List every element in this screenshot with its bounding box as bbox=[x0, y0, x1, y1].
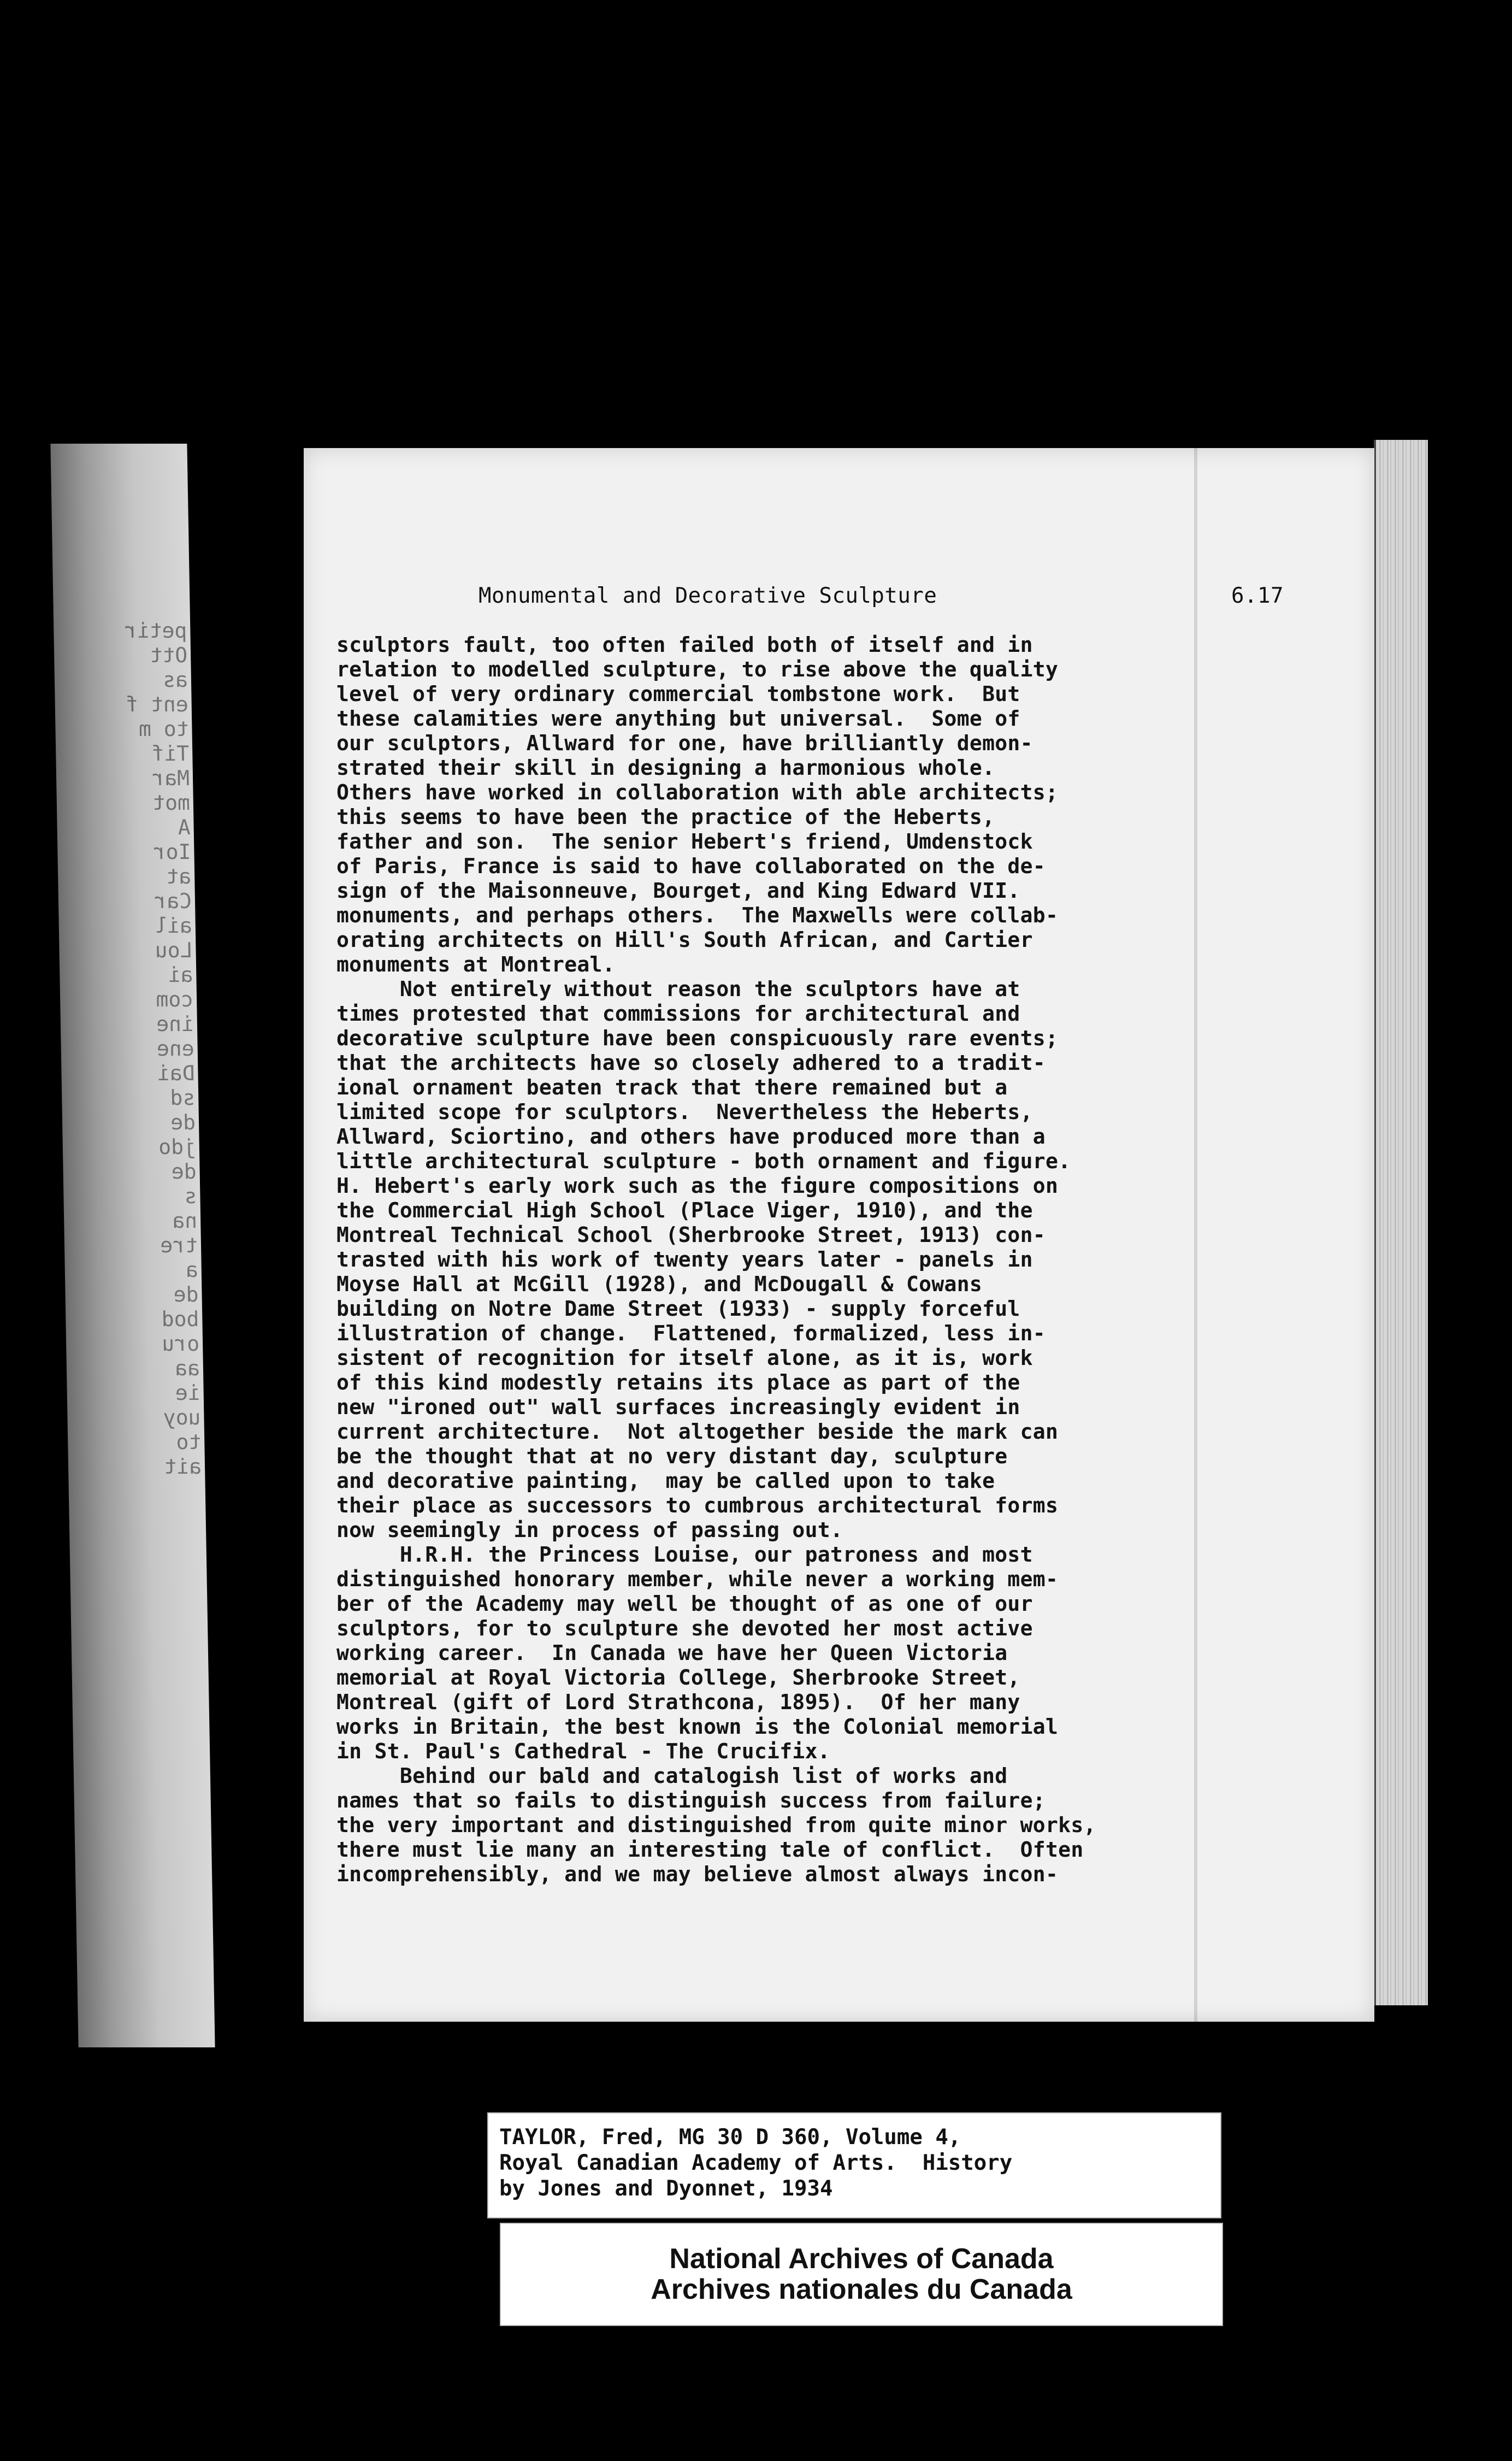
left-page-fragment: uoy bbox=[163, 1405, 201, 1429]
left-page-fragment: com bbox=[156, 987, 194, 1011]
text-line: sculptors fault, too often failed both of itself and in bbox=[336, 633, 1033, 657]
text-line: decorative sculpture have been conspicuously rare events; bbox=[336, 1026, 1059, 1050]
left-page-fragment: petir bbox=[124, 619, 187, 643]
text-line: sign of the Maisonneuve, Bourget, and King Edward VII. bbox=[336, 879, 1020, 903]
text-line: little architectural sculpture - both ornament and figure. bbox=[336, 1149, 1071, 1173]
text-line: that the architects have so closely adhered to a tradit- bbox=[336, 1051, 1046, 1075]
left-page-fragment: ent f bbox=[125, 692, 189, 716]
text-line: this seems to have been the practice of the Heberts, bbox=[336, 805, 995, 829]
text-line: times protested that commissions for architectural and bbox=[336, 1002, 1020, 1026]
left-page-fragment: ene bbox=[156, 1037, 195, 1061]
left-page-fragment: oru bbox=[162, 1332, 200, 1356]
catalogue-label bbox=[487, 2112, 1221, 2218]
running-head: Monumental and Decorative Sculpture bbox=[479, 584, 937, 608]
left-page-fragment: Dai bbox=[157, 1061, 195, 1085]
left-page-fragment: tre bbox=[160, 1233, 198, 1257]
left-page-fragment: mot bbox=[152, 791, 191, 815]
left-page-fragment: Tif bbox=[151, 741, 190, 766]
page-edges bbox=[1374, 440, 1428, 2005]
left-page-fragment: bod bbox=[161, 1307, 199, 1331]
text-line: monuments at Montreal. bbox=[336, 952, 615, 976]
left-page-strip bbox=[50, 444, 215, 2047]
text-line: the very important and distinguished from quite minor works, bbox=[336, 1813, 1096, 1837]
left-page-fragment: de bbox=[171, 1159, 197, 1184]
text-line: ber of the Academy may well be thought of as one of our bbox=[336, 1592, 1033, 1616]
left-page-fragment: ai bbox=[168, 963, 193, 987]
catalogue-label-lines bbox=[488, 2113, 1220, 2201]
catalogue-label-line: TAYLOR, Fred, MG 30 D 360, Volume 4, bbox=[499, 2125, 961, 2150]
text-line: strated their skill in designing a harmonious whole. bbox=[336, 756, 995, 780]
text-line: level of very ordinary commercial tombstone work. But bbox=[336, 682, 1020, 706]
text-line: names that so fails to distinguish success from failure; bbox=[336, 1788, 1046, 1812]
text-line: Not entirely without reason the sculptors have at bbox=[336, 977, 1020, 1001]
text-line: distinguished honorary member, while never a working mem- bbox=[336, 1567, 1059, 1591]
left-page-fragment: jdo bbox=[158, 1135, 197, 1159]
text-line: and decorative painting, may be called upon to take bbox=[336, 1469, 995, 1493]
text-line: new "ironed out" wall surfaces increasingly evident in bbox=[336, 1395, 1020, 1419]
left-page-fragment: to bbox=[176, 1430, 202, 1454]
text-line: Allward, Sciortino, and others have produced more than a bbox=[336, 1124, 1046, 1149]
left-page-fragment: aa bbox=[174, 1356, 200, 1380]
text-line: ional ornament beaten track that there remained but a bbox=[336, 1075, 1008, 1099]
text-line: our sculptors, Allward for one, have brilliantly demon- bbox=[336, 731, 1033, 755]
left-page-fragment: ail bbox=[154, 914, 193, 938]
text-line: these calamities were anything but universal. Some of bbox=[336, 706, 1020, 731]
text-line: now seemingly in process of passing out. bbox=[336, 1518, 843, 1542]
text-line: Behind our bald and catalogish list of works and bbox=[336, 1764, 1008, 1788]
left-page-fragment: sd bbox=[170, 1086, 196, 1110]
left-page-fragment: ie bbox=[175, 1381, 201, 1405]
left-page-fragment: at bbox=[166, 864, 192, 888]
text-line: Moyse Hall at McGill (1928), and McDougall & Cowans bbox=[336, 1272, 983, 1296]
text-line: the Commercial High School (Place Viger, 1910), and the bbox=[336, 1198, 1033, 1222]
text-line: memorial at Royal Victoria College, Sherbrooke Street, bbox=[336, 1665, 1020, 1689]
left-page-fragment: as bbox=[162, 668, 188, 692]
text-line: illustration of change. Flattened, formalized, less in- bbox=[336, 1321, 1046, 1345]
text-line: sculptors, for to sculpture she devoted her most active bbox=[336, 1616, 1033, 1640]
left-page-fragment: na bbox=[172, 1209, 198, 1233]
archives-label-french: Archives nationales du Canada bbox=[651, 2274, 1072, 2305]
left-page-fragment: s bbox=[184, 1184, 197, 1208]
text-line: of this kind modestly retains its place as part of the bbox=[336, 1370, 1020, 1394]
left-page-fragment: Ior bbox=[153, 840, 191, 864]
text-line: sistent of recognition for itself alone, as it is, work bbox=[336, 1346, 1033, 1370]
text-line: monuments, and perhaps others. The Maxwells were collab- bbox=[336, 903, 1059, 927]
catalogue-label-line: by Jones and Dyonnet, 1934 bbox=[499, 2176, 833, 2201]
text-line: works in Britain, the best known is the Colonial memorial bbox=[336, 1715, 1059, 1739]
text-line: relation to modelled sculpture, to rise above the quality bbox=[336, 657, 1059, 681]
text-line: be the thought that at no very distant day, sculpture bbox=[336, 1444, 1008, 1468]
text-line: H.R.H. the Princess Louise, our patroness and most bbox=[336, 1542, 1033, 1567]
left-page-fragment: ait bbox=[164, 1455, 202, 1479]
text-line: of Paris, France is said to have collaborated on the de- bbox=[336, 854, 1046, 878]
text-line: limited scope for sculptors. Nevertheless the Heberts, bbox=[336, 1100, 1033, 1124]
text-line: Others have worked in collaboration with able architects; bbox=[336, 780, 1059, 804]
text-line: there must lie many an interesting tale of conflict. Often bbox=[336, 1838, 1084, 1862]
body-text bbox=[336, 633, 1276, 1887]
left-page-fragment: a bbox=[185, 1258, 199, 1282]
text-line: Montreal Technical School (Sherbrooke Street, 1913) con- bbox=[336, 1223, 1046, 1247]
catalogue-label-line: Royal Canadian Academy of Arts. History bbox=[499, 2151, 1013, 2175]
left-page-fragment: Car bbox=[153, 889, 192, 913]
document-page bbox=[304, 448, 1374, 2022]
left-page-fragment: Mar bbox=[152, 766, 190, 790]
left-page-fragment: Lou bbox=[155, 938, 193, 962]
left-page-fragment: to m bbox=[138, 717, 189, 741]
text-line: orating architects on Hill's South African, and Cartier bbox=[336, 928, 1033, 952]
text-line: in St. Paul's Cathedral - The Crucifix. bbox=[336, 1739, 830, 1763]
left-page-fragment: Ott bbox=[150, 643, 188, 667]
text-line: building on Notre Dame Street (1933) - supply forceful bbox=[336, 1297, 1020, 1321]
text-line: their place as successors to cumbrous architectural forms bbox=[336, 1493, 1059, 1517]
page-number: 6.17 bbox=[1231, 584, 1284, 608]
left-page-fragment: ine bbox=[156, 1012, 194, 1036]
text-line: Montreal (gift of Lord Strathcona, 1895). Of her many bbox=[336, 1690, 1020, 1714]
left-page-fragment: de bbox=[170, 1110, 196, 1134]
text-line: trasted with his work of twenty years later - panels in bbox=[336, 1247, 1033, 1271]
text-line: current architecture. Not altogether beside the mark can bbox=[336, 1420, 1059, 1444]
text-line: working career. In Canada we have her Queen Victoria bbox=[336, 1641, 1008, 1665]
archives-label-english: National Archives of Canada bbox=[669, 2243, 1054, 2275]
left-page-fragment: A bbox=[178, 815, 191, 839]
archives-label bbox=[500, 2223, 1223, 2326]
text-line: father and son. The senior Hebert's friend, Umdenstock bbox=[336, 829, 1033, 853]
text-line: incomprehensibly, and we may believe almost always incon- bbox=[336, 1862, 1059, 1886]
left-page-fragment: de bbox=[173, 1282, 199, 1306]
text-line: H. Hebert's early work such as the figure compositions on bbox=[336, 1174, 1059, 1198]
